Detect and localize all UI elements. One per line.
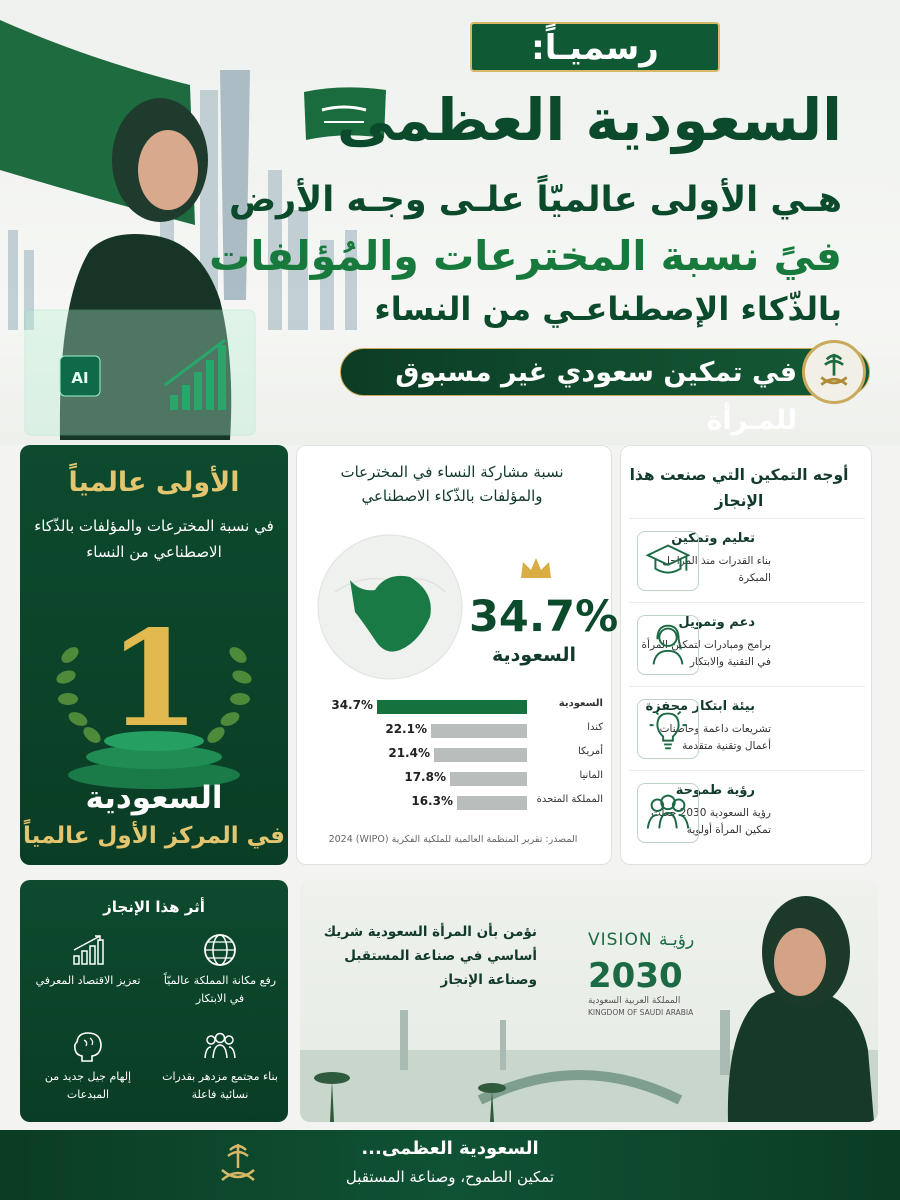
rank-card (20, 445, 288, 865)
bar-category-label: المملكة المتحدة (536, 794, 603, 805)
bar (450, 772, 527, 786)
highlight-country: السعودية (492, 644, 577, 666)
bar-row (307, 792, 603, 814)
bar-value-label: 22.1% (385, 722, 427, 736)
saudi-emblem-icon (802, 340, 866, 404)
participation-card (296, 445, 619, 865)
bar-category-label: أمريكا (577, 746, 603, 757)
vision-year: 2030 (588, 956, 683, 996)
factor-desc: بناء القدرات منذ المراحل المبكرة (662, 555, 771, 584)
vision-ar: رؤيـة (658, 930, 695, 950)
globe-map (315, 532, 465, 682)
factor-desc: برامج ومبادرات لتمكين المرأة في التقنية والابتكار (641, 639, 771, 668)
team-icon (637, 783, 699, 843)
rank-trophy (40, 585, 268, 795)
factor-head: رؤية طموحة (675, 783, 755, 798)
bar-row (307, 696, 603, 718)
impact-text: إلهام جيل جديد من المبدعات (44, 1070, 132, 1101)
participation-title: نسبة مشاركة النساء في المخترعات والمؤلفات بالذّكاء الاصطناعي (340, 463, 564, 505)
impact-text: تعزيز الاقتصاد المعرفي (35, 974, 141, 987)
main-title: السعودية العظمى (336, 86, 842, 154)
impact-title: أثر هذا الإنجاز (103, 898, 205, 916)
factor-head: دعم وتمويل (678, 615, 755, 630)
saudi-emblem-icon (214, 1140, 262, 1190)
kingdom-name-en: KINGDOM OF SAUDI ARABIA (588, 1008, 694, 1017)
headline-line-1: هـي الأولى عالميّاً علـى وجـه الأرض (228, 180, 842, 220)
growth-chart-icon (70, 932, 106, 968)
bar-category-label: كندا (587, 722, 603, 733)
crown-icon (519, 556, 553, 582)
factor-desc: رؤية السعودية 2030 جعلت تمكين المرأة أولوية (651, 807, 771, 836)
bar (431, 724, 527, 738)
source-note: المصدر: تقرير المنظمة العالمية للملكية الفكرية (WIPO) 2024 (328, 834, 578, 845)
impact-item (156, 1028, 284, 1116)
globe-icon (202, 932, 238, 968)
graduation-cap-icon (637, 531, 699, 591)
footer (0, 1130, 900, 1200)
bar-category-label: السعودية (558, 698, 603, 709)
vision-card (300, 880, 878, 1122)
rank-country: السعودية (85, 780, 223, 816)
footer-line-1: السعودية العظمى... (361, 1138, 539, 1159)
factors-title: أوجه التمكين التي صنعت هذا الإنجاز (629, 466, 849, 510)
official-label: رسميـاً: (470, 22, 720, 72)
bar-value-label: 17.8% (404, 770, 446, 784)
headline-line-2: فيً نسبة المخترعات والمُؤلفات (209, 232, 842, 280)
bar-track (377, 700, 527, 714)
kingdom-name-ar: المملكة العربية السعودية (588, 996, 681, 1006)
people-icon (202, 1028, 238, 1064)
impact-item (156, 932, 284, 1020)
factor-item (629, 602, 865, 686)
woman-icon (637, 615, 699, 675)
bar (457, 796, 527, 810)
hero-section (0, 0, 900, 445)
bar (434, 748, 527, 762)
vision-quote: نؤمن بأن المرأة السعودية شريك أساسي في صناعة المستقبل وصناعة الإنجاز (323, 924, 537, 988)
bar (377, 700, 527, 714)
rank-subtitle: في نسبة المخترعات والمؤلفات بالذّكاء الاصطناعي من النساء (34, 517, 274, 561)
bar-row (307, 768, 603, 790)
factor-item (629, 770, 865, 854)
factor-desc: تشريعات داعمة وحاضنات أعمال وتقنية متقدمة (659, 723, 771, 752)
bar-track (377, 772, 527, 786)
ai-badge: AI (71, 369, 89, 387)
rank-position: في المركز الأول عالمياً (23, 823, 285, 849)
impact-item (24, 932, 152, 1020)
empowerment-factors-card (620, 445, 872, 865)
factor-head: بيئة ابتكار محفزة (645, 699, 755, 714)
bar-row (307, 744, 603, 766)
lightbulb-icon (637, 699, 699, 759)
bar-value-label: 21.4% (388, 746, 430, 760)
brain-icon (70, 1028, 106, 1064)
impact-item (24, 1028, 152, 1116)
rank-number: 1 (108, 602, 200, 757)
impact-text: رفع مكانة المملكة عالميّاً في الابتكار (163, 974, 277, 1005)
factor-head: تعليم وتمكين (671, 531, 755, 546)
impact-card (20, 880, 288, 1122)
headline-line-3: بالذّكاء الإصطناعـي من النساء (374, 290, 842, 328)
rank-title: الأولى عالمياً (68, 467, 240, 498)
factor-item (629, 518, 865, 602)
woman-portrait (718, 890, 878, 1122)
bar-value-label: 34.7% (331, 698, 373, 712)
empowerment-banner: في تمكين سعودي غير مسبوق للمـرأة (340, 348, 870, 396)
highlight-value: 34.7% (469, 592, 619, 642)
bar-row (307, 720, 603, 742)
factor-item (629, 686, 865, 770)
vision-en: VISION (588, 930, 653, 950)
impact-text: بناء مجتمع مزدهر بقدرات نسائية فاعلة (162, 1070, 278, 1101)
bar-category-label: المانيا (579, 770, 603, 781)
bar-value-label: 16.3% (411, 794, 453, 808)
vision-word (588, 930, 694, 950)
footer-line-2: تمكين الطموح، وصناعة المستقبل (345, 1168, 555, 1186)
